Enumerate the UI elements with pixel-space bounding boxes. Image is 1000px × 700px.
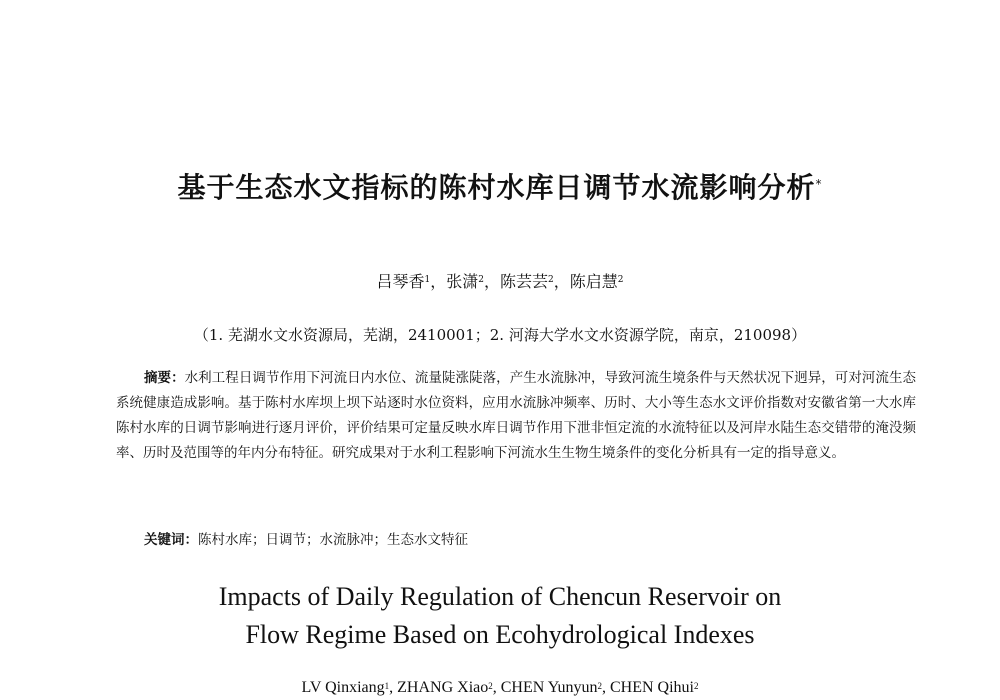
author-affiliation-mark: 2: [617, 275, 624, 285]
author-affiliation-mark: 2: [478, 275, 484, 285]
keywords-label: 关键词：: [144, 532, 198, 548]
author-en: ZHANG Xiao: [397, 679, 489, 696]
abstract-paragraph: [116, 366, 916, 466]
keywords-cn: [144, 528, 924, 553]
author-affiliation-mark: 2: [693, 681, 699, 691]
author-affiliation-mark: 2: [548, 275, 554, 285]
author-list-en: [0, 676, 1000, 700]
author-separator: ,: [601, 679, 610, 696]
author-cn: 陈启慧: [569, 272, 618, 291]
keywords-text: 陈村水库；日调节；水流脉冲；生态水文特征: [198, 532, 468, 548]
title-cn-text: 基于生态水文指标的陈村水库日调节水流影响分析: [177, 171, 816, 204]
title-en-line: Impacts of Daily Regulation of Chencun Reservoir on: [218, 582, 782, 611]
paper-title-cn: [0, 168, 1000, 208]
author-separator: ,: [492, 679, 501, 696]
author-list-cn: [0, 270, 1000, 294]
affiliation-cn: （1. 芜湖水文水资源局，芜湖，2410001；2. 河海大学水文水资源学院，南京，210098）: [193, 326, 807, 344]
abstract-cn: [116, 366, 916, 466]
author-en: LV Qinxiang: [301, 679, 385, 696]
title-footnote-mark: *: [815, 177, 823, 191]
author-cn: 吕琴香: [376, 272, 425, 291]
author-en: CHEN Qihui: [609, 679, 694, 696]
abstract-text: 水利工程日调节作用下河流日内水位、流量陡涨陡落，产生水流脉冲，导致河流生境条件与天然状况下迥异，可对河流生态系统健康造成影响。基于陈村水库坝上坝下站逐时水位资料，应用水流脉冲频率、历时、大小等生态水文评价指数对安徽省第一大水库陈村水库的日调节影响进行逐月评价，评价结果可定量反映水库日调节作用下泄非恒定流的水流特征以及河岸水陆生态交错带的淹没频率、历时及范围等的年内分布特征。研究成果对于水利工程影响下河流水生生物生境条件的变化分析具有一定的指导意义。: [116, 370, 917, 461]
abstract-label: 摘要：: [144, 370, 185, 386]
author-cn: 张潇: [446, 272, 479, 291]
paper-title-en: [0, 578, 1000, 654]
author-affiliation-mark: 1: [424, 275, 431, 285]
author-separator: ,: [389, 679, 398, 696]
author-cn: 陈芸芸: [500, 272, 549, 291]
author-separator: ，: [430, 272, 447, 291]
author-separator: ，: [483, 272, 500, 291]
author-separator: ，: [553, 272, 570, 291]
author-affiliation-mark: 2: [488, 681, 493, 691]
author-affiliation-mark: 1: [384, 681, 390, 691]
author-affiliation-mark: 2: [597, 681, 602, 691]
author-en: CHEN Yunyun: [500, 679, 598, 696]
title-en-line: Flow Regime Based on Ecohydrological Indexes: [245, 620, 755, 649]
